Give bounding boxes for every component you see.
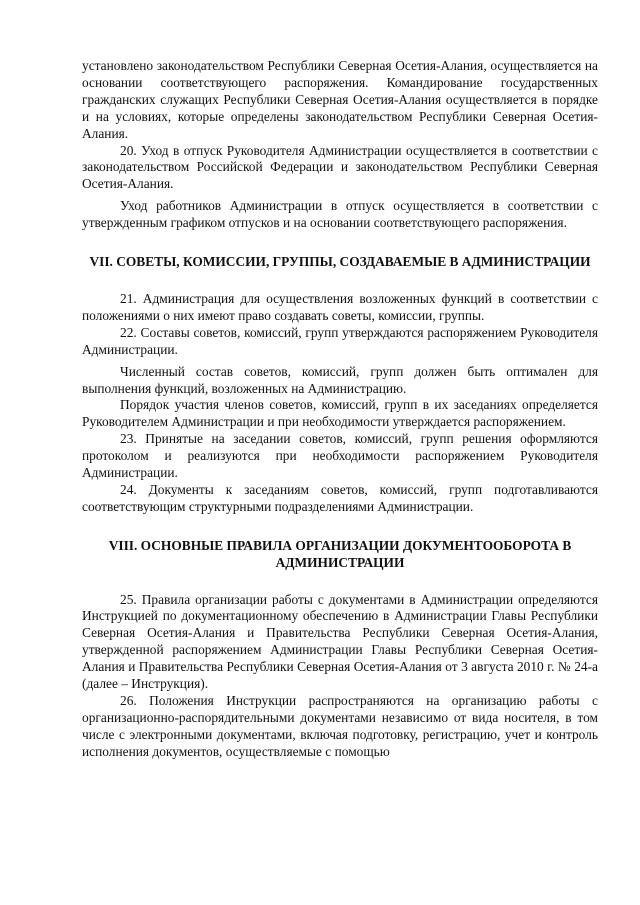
paragraph-vacation: Уход работников Администрации в отпуск осуществляется в соответствии с утвержденным графиком отпусков и на основании соответствующего распоряжения. xyxy=(82,198,598,231)
paragraph-24: 24. Документы к заседаниям советов, комиссий, групп подготавливаются соответствующим структурными подразделениями Администрации. xyxy=(82,481,598,514)
paragraph-21: 21. Администрация для осуществления возложенных функций в соответствии с положениями о них имеют право создавать советы, комиссии, группы. xyxy=(82,290,598,323)
paragraph-participation: Порядок участия членов советов, комиссий, групп в их заседаниях определяется Руководителем Администрации и при необходимости утверждается распоряжением. xyxy=(82,397,598,430)
section-heading-viii: VIII. ОСНОВНЫЕ ПРАВИЛА ОРГАНИЗАЦИИ ДОКУМЕНТООБОРОТА В АДМИНИСТРАЦИИ xyxy=(108,537,572,570)
paragraph-20: 20. Уход в отпуск Руководителя Администрации осуществляется в соответствии с законодательством Российской Федерации и законодательством Республики Северная Осетия-Алания. xyxy=(82,142,598,192)
paragraph-continuation: установлено законодательством Республики Северная Осетия-Алания, осуществляется на основании соответствующего распоряжения. Командирование государственных гражданских служащих Республики Северная Осетия-Алания осуществляется в порядке и на условиях, которые определены законодательством Республики Северная Осетия-Алания. xyxy=(82,58,598,141)
paragraph-26: 26. Положения Инструкции распространяются на организацию работы с организационно-распорядительными документами независимо от вида носителя, в том числе с электронными документами, включая подготовку, регистрацию, учет и контроль исполнения документов, осуществляемые с помощью xyxy=(82,693,598,759)
paragraph-25: 25. Правила организации работы с документами в Администрации определяются Инструкцией по документационному обеспечению в Администрации Главы Республики Северная Осетия-Алания и Правительства Республики Северная Осетия-Алания, утвержденной распоряжением Администрации Главы Республики Северная Осетия-Алания и Правительства Республики Северная Осетия-Алания от 3 августа 2010 г. № 24-а (далее – Инструкция). xyxy=(82,591,598,692)
section-heading-vii: VII. СОВЕТЫ, КОМИССИИ, ГРУППЫ, СОЗДАВАЕМЫЕ В АДМИНИСТРАЦИИ xyxy=(89,254,591,270)
paragraph-23: 23. Принятые на заседании советов, комиссий, групп решения оформляются протоколом и реализуются при необходимости распоряжением Руководителя Администрации. xyxy=(82,431,598,481)
paragraph-22: 22. Составы советов, комиссий, групп утверждаются распоряжением Руководителя Администрации. xyxy=(82,324,598,357)
paragraph-composition: Численный состав советов, комиссий, групп должен быть оптимален для выполнения функций, возложенных на Администрацию. xyxy=(82,363,598,396)
